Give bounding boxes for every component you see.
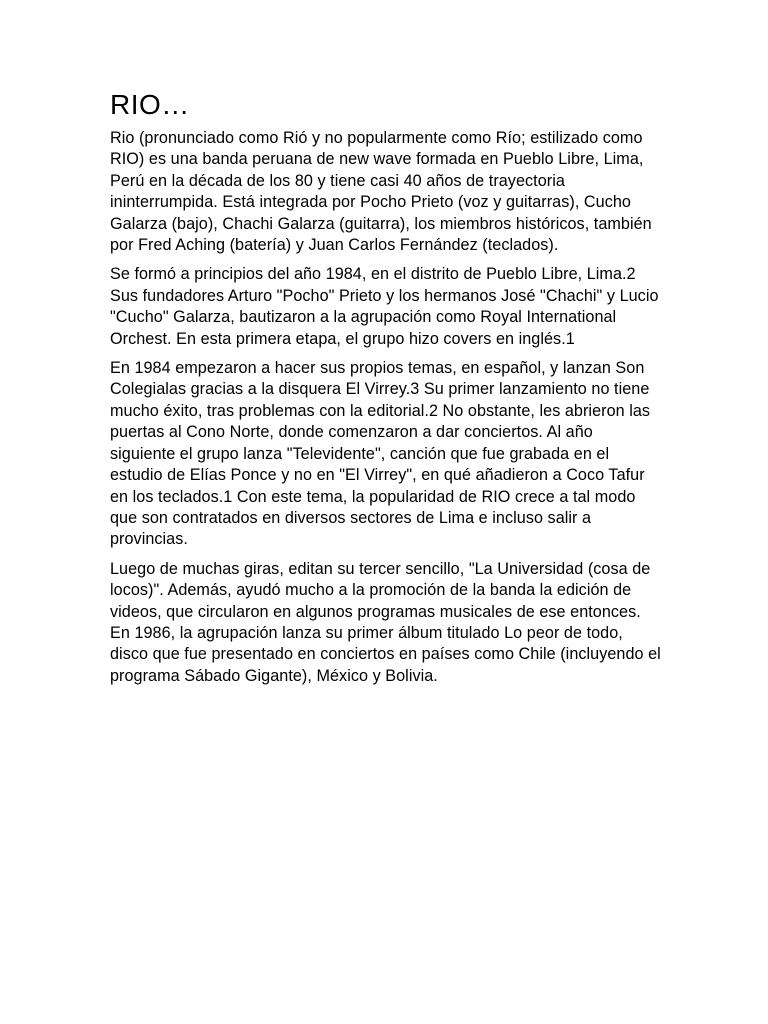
paragraph-early-career: En 1984 empezaron a hacer sus propios temas, en español, y lanzan Son Colegialas gracias a la disquera El Virrey.3 Su primer lanzamiento no tiene mucho éxito, tras problemas con la editorial.2 No obstante, les abrieron las puertas al Cono Norte, donde comenzaron a dar conciertos. Al año siguiente el grupo lanza "Televidente", canción que fue grabada en el estudio de Elías Ponce y no en "El Virrey", en qué añadieron a Coco Tafur en los teclados.1 Con este tema, la popularidad de RIO crece a tal modo que son contratados en diversos sectores de Lima e incluso salir a provincias. xyxy=(110,359,651,549)
paragraph-intro: Rio (pronunciado como Rió y no popularmente como Río; estilizado como RIO) es una banda peruana de new wave formada en Pueblo Libre, Lima, Perú en la década de los 80 y tiene casi 40 años de trayectoria ininterrumpida. Está integrada por Pocho Prieto (voz y guitarras), Cucho Galarza (bajo), Chachi Galarza (guitarra), los miembros históricos, también por Fred Aching (batería) y Juan Carlos Fernández (teclados). xyxy=(110,129,652,255)
paragraph-formation: Se formó a principios del año 1984, en el distrito de Pueblo Libre, Lima.2 Sus fundadores Arturo "Pocho" Prieto y los hermanos José "Chachi" y Lucio "Cucho" Galarza, bautizaron a la agrupación como Royal International Orchest. En esta primera etapa, el grupo hizo covers en inglés.1 xyxy=(110,265,659,348)
paragraph-first-album: Luego de muchas giras, editan su tercer sencillo, "La Universidad (cosa de locos)". Además, ayudó mucho a la promoción de la banda la edición de videos, que circularon en algunos programas musicales de ese entonces. En 1986, la agrupación lanza su primer álbum titulado Lo peor de todo, disco que fue presentado en conciertos en países como Chile (incluyendo el programa Sábado Gigante), México y Bolivia. xyxy=(110,559,661,685)
document-title: RIO… xyxy=(110,89,190,120)
document-content xyxy=(110,88,662,695)
